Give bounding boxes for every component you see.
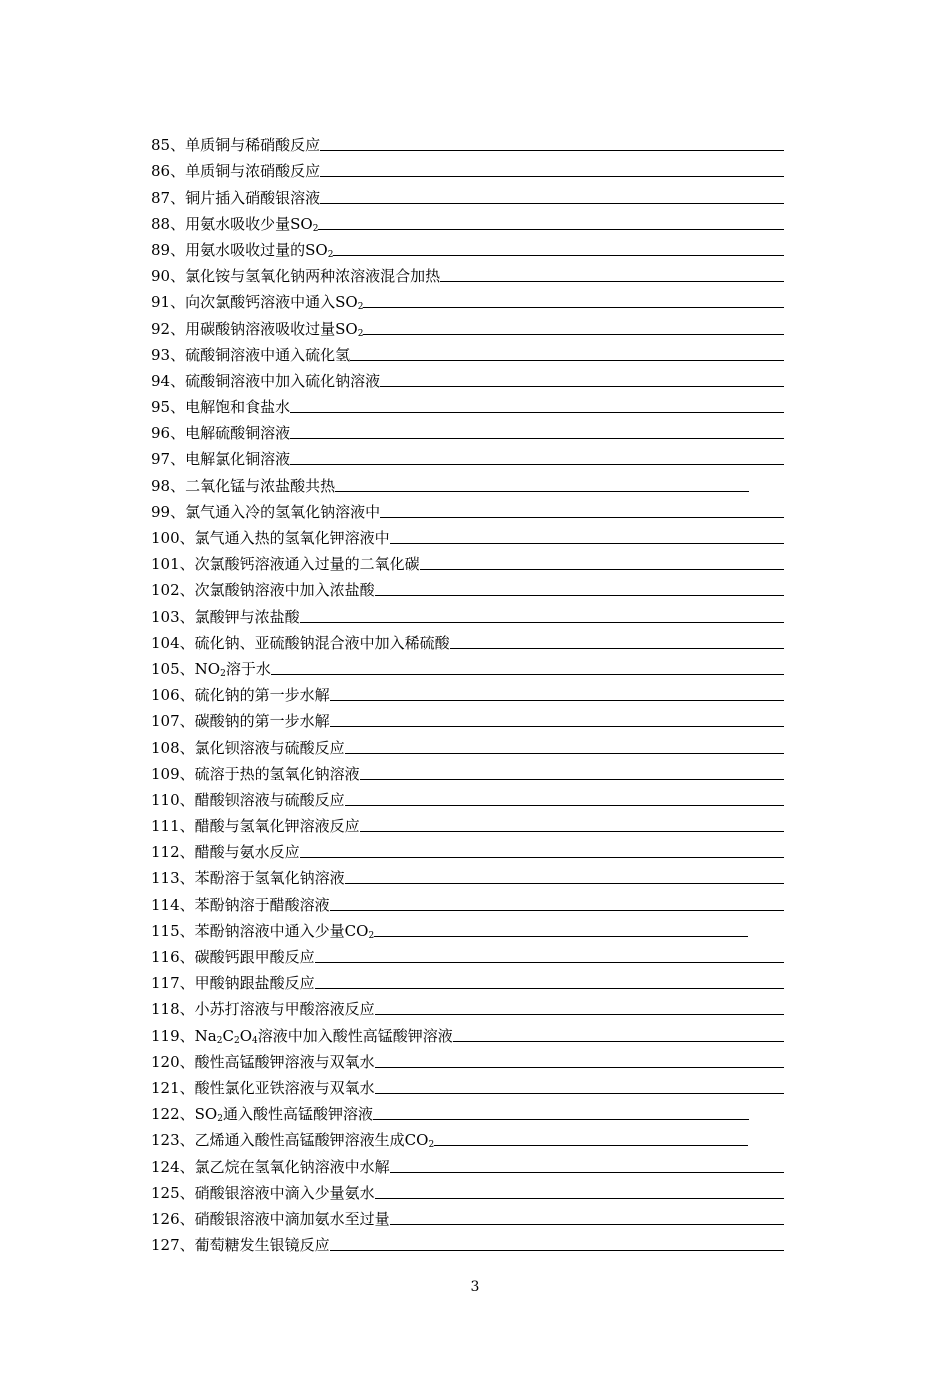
exercise-separator: 、 <box>179 555 195 574</box>
exercise-number: 117 <box>151 974 180 993</box>
exercise-prompt: 小苏打溶液与甲酸溶液反应 <box>194 1000 375 1019</box>
exercise-prompt: 乙烯通入酸性高锰酸钾溶液生成$CO_2$ <box>194 1131 435 1151</box>
exercise-item <box>151 285 791 311</box>
exercise-number: 97 <box>151 450 171 469</box>
answer-blank-line[interactable] <box>330 700 784 701</box>
exercise-item <box>151 704 791 730</box>
exercise-number: 85 <box>151 136 171 155</box>
exercise-prompt: 苯酚钠溶于醋酸溶液 <box>194 895 330 914</box>
exercise-item <box>151 1071 791 1097</box>
exercise-number: 116 <box>151 948 180 966</box>
exercise-separator: 、 <box>170 240 186 259</box>
exercise-item <box>151 1202 791 1228</box>
exercise-number: 99 <box>151 502 171 521</box>
exercise-separator: 、 <box>170 398 186 417</box>
exercise-separator: 、 <box>179 1052 195 1071</box>
exercise-number: 120 <box>151 1052 180 1071</box>
exercise-number: 127 <box>151 1236 180 1255</box>
exercise-separator: 、 <box>179 921 195 940</box>
exercise-number: 92 <box>151 319 171 338</box>
exercise-number: 125 <box>151 1183 180 1202</box>
exercise-prompt: 电解饱和食盐水 <box>185 398 291 417</box>
exercise-item <box>151 887 791 913</box>
answer-blank-line[interactable] <box>375 1093 784 1094</box>
exercise-item <box>151 442 791 468</box>
exercise-separator: 、 <box>179 1078 195 1097</box>
exercise-separator: 、 <box>179 764 195 783</box>
exercise-separator: 、 <box>170 476 186 495</box>
answer-blank-line[interactable] <box>440 281 784 282</box>
exercise-item <box>151 1149 791 1175</box>
exercise-item <box>151 809 791 835</box>
answer-blank-line[interactable] <box>345 805 784 806</box>
exercise-prompt: 醋酸与氢氧化钾溶液反应 <box>194 817 360 836</box>
answer-blank-line[interactable] <box>335 491 749 492</box>
exercise-item <box>151 1018 791 1044</box>
exercise-number: 105 <box>151 659 180 678</box>
exercise-prompt: 碳酸钠的第一步水解 <box>194 712 330 731</box>
exercise-separator: 、 <box>179 974 195 993</box>
exercise-item <box>151 154 791 180</box>
exercise-prompt: 苯酚溶于氢氧化钠溶液 <box>194 869 345 888</box>
exercise-separator: 、 <box>170 214 186 233</box>
exercise-separator: 、 <box>179 817 195 836</box>
exercise-prompt: 二氧化锰与浓盐酸共热 <box>185 476 336 495</box>
exercise-number: 126 <box>151 1209 180 1228</box>
exercise-number: 101 <box>151 555 180 574</box>
exercise-number: 121 <box>151 1078 180 1097</box>
exercise-separator: 、 <box>170 293 186 312</box>
exercise-separator: 、 <box>179 895 195 914</box>
exercise-separator: 、 <box>170 188 186 207</box>
exercise-prompt: 用碳酸钠溶液吸收过量$SO_2$ <box>185 319 364 339</box>
exercise-separator: 、 <box>170 319 186 338</box>
exercise-number: 96 <box>151 424 171 443</box>
answer-blank-line[interactable] <box>390 1172 784 1173</box>
exercise-separator: 、 <box>179 1105 195 1124</box>
exercise-item <box>151 940 791 966</box>
exercise-number: 100 <box>151 529 180 547</box>
answer-blank-line[interactable] <box>290 464 784 465</box>
exercise-prompt: 氯乙烷在氢氧化钠溶液中水解 <box>194 1157 390 1176</box>
exercise-item <box>151 652 791 678</box>
exercise-prompt: 醋酸与氨水反应 <box>194 843 300 862</box>
exercise-number: 102 <box>151 581 180 600</box>
exercise-item <box>151 1097 791 1123</box>
answer-blank-line[interactable] <box>330 726 784 727</box>
exercise-separator: 、 <box>170 450 186 469</box>
exercise-item <box>151 966 791 992</box>
exercise-item <box>151 1045 791 1071</box>
exercise-item <box>151 573 791 599</box>
exercise-prompt: 苯酚钠溶液中通入少量$CO_2$ <box>194 921 375 941</box>
exercise-item <box>151 1176 791 1202</box>
exercise-prompt: 铜片插入硝酸银溶液 <box>185 188 321 207</box>
answer-blank-line[interactable] <box>330 910 784 911</box>
exercise-number: 90 <box>151 267 171 286</box>
answer-blank-line[interactable] <box>345 883 784 884</box>
exercise-separator: 、 <box>179 1183 195 1202</box>
answer-blank-line[interactable] <box>453 1041 784 1042</box>
answer-blank-line[interactable] <box>375 595 784 596</box>
exercise-separator: 、 <box>179 1157 195 1176</box>
answer-blank-line[interactable] <box>315 962 784 963</box>
exercise-prompt: 用氨水吸收少量$SO_2$ <box>185 214 319 234</box>
exercise-number: 113 <box>151 869 180 888</box>
exercise-prompt: 醋酸钡溶液与硫酸反应 <box>194 790 345 809</box>
exercise-prompt: 单质铜与稀硝酸反应 <box>185 136 321 155</box>
answer-blank-line[interactable] <box>375 1067 784 1068</box>
exercise-item <box>151 468 791 494</box>
exercise-prompt: $Na_2C_2O_4$溶液中加入酸性高锰酸钾溶液 <box>194 1026 453 1046</box>
exercise-separator: 、 <box>179 1026 195 1045</box>
answer-blank-line[interactable] <box>375 1198 784 1199</box>
answer-blank-line[interactable] <box>390 543 784 544</box>
answer-blank-line[interactable] <box>320 176 784 177</box>
answer-blank-line[interactable] <box>434 1145 748 1146</box>
exercise-item <box>151 835 791 861</box>
exercise-number: 86 <box>151 162 171 181</box>
answer-blank-line[interactable] <box>360 831 784 832</box>
exercise-number: 112 <box>151 843 180 862</box>
exercise-separator: 、 <box>170 371 186 390</box>
exercise-prompt: 甲酸钠跟盐酸反应 <box>194 974 315 993</box>
exercise-item <box>151 338 791 364</box>
answer-blank-line[interactable] <box>363 334 784 335</box>
exercise-item <box>151 521 791 547</box>
exercise-separator: 、 <box>179 790 195 809</box>
exercise-item <box>151 861 791 887</box>
exercise-number: 104 <box>151 633 180 652</box>
exercise-separator: 、 <box>179 1000 195 1019</box>
exercise-item <box>151 914 791 940</box>
exercise-item <box>151 757 791 783</box>
exercise-list <box>151 128 791 1254</box>
exercise-separator: 、 <box>179 659 195 678</box>
exercise-number: 122 <box>151 1105 180 1124</box>
exercise-prompt: 硝酸银溶液中滴入少量氨水 <box>194 1183 375 1202</box>
answer-blank-line[interactable] <box>271 674 784 675</box>
exercise-number: 111 <box>151 817 180 836</box>
exercise-separator: 、 <box>179 712 195 731</box>
exercise-separator: 、 <box>170 162 186 181</box>
answer-blank-line[interactable] <box>373 1119 749 1120</box>
answer-blank-line[interactable] <box>420 569 784 570</box>
answer-blank-line[interactable] <box>290 438 784 439</box>
exercise-separator: 、 <box>179 1209 195 1228</box>
exercise-number: 119 <box>151 1026 180 1045</box>
exercise-separator: 、 <box>179 738 195 757</box>
exercise-number: 110 <box>151 790 180 809</box>
exercise-prompt: 硫溶于热的氢氧化钠溶液 <box>194 764 360 783</box>
exercise-prompt: 硫酸铜溶液中加入硫化钠溶液 <box>185 371 381 390</box>
exercise-number: 106 <box>151 686 180 705</box>
page-number: 3 <box>470 1279 480 1295</box>
exercise-prompt: $SO_2$通入酸性高锰酸钾溶液 <box>194 1105 373 1125</box>
exercise-prompt: 电解硫酸铜溶液 <box>185 424 291 443</box>
exercise-separator: 、 <box>170 502 186 521</box>
exercise-separator: 、 <box>179 581 195 600</box>
exercise-number: 94 <box>151 371 171 390</box>
answer-blank-line[interactable] <box>390 1224 784 1225</box>
exercise-prompt: 氯气通入冷的氢氧化钠溶液中 <box>185 502 381 521</box>
exercise-item <box>151 678 791 704</box>
answer-blank-line[interactable] <box>374 936 748 937</box>
exercise-separator: 、 <box>170 424 186 443</box>
exercise-number: 89 <box>151 240 171 259</box>
exercise-number: 103 <box>151 607 180 626</box>
exercise-prompt: 碳酸钙跟甲酸反应 <box>194 948 315 966</box>
exercise-number: 88 <box>151 214 171 233</box>
answer-blank-line[interactable] <box>345 753 784 754</box>
exercise-separator: 、 <box>179 1131 195 1150</box>
exercise-prompt: 硫化钠、亚硫酸钠混合液中加入稀硫酸 <box>194 633 450 652</box>
exercise-item <box>151 730 791 756</box>
exercise-separator: 、 <box>179 607 195 626</box>
answer-blank-line[interactable] <box>450 648 784 649</box>
exercise-separator: 、 <box>179 686 195 705</box>
exercise-item <box>151 783 791 809</box>
exercise-separator: 、 <box>179 948 195 966</box>
exercise-separator: 、 <box>179 1236 195 1255</box>
exercise-item <box>151 1123 791 1149</box>
answer-blank-line[interactable] <box>380 517 784 518</box>
answer-blank-line[interactable] <box>320 203 784 204</box>
exercise-item <box>151 626 791 652</box>
exercise-number: 109 <box>151 764 180 783</box>
exercise-item <box>151 180 791 206</box>
exercise-item <box>151 259 791 285</box>
exercise-separator: 、 <box>179 529 195 547</box>
exercise-item <box>151 599 791 625</box>
exercise-item <box>151 547 791 573</box>
answer-blank-line[interactable] <box>330 1250 784 1251</box>
exercise-item <box>151 207 791 233</box>
exercise-number: 93 <box>151 345 171 364</box>
exercise-number: 115 <box>151 921 180 940</box>
exercise-item <box>151 416 791 442</box>
exercise-prompt: 向次氯酸钙溶液中通入$SO_2$ <box>185 293 364 313</box>
exercise-prompt: 硫酸铜溶液中通入硫化氢 <box>185 345 351 364</box>
exercise-separator: 、 <box>170 267 186 286</box>
exercise-item <box>151 364 791 390</box>
exercise-separator: 、 <box>179 843 195 862</box>
exercise-item <box>151 495 791 521</box>
exercise-item <box>151 1228 791 1254</box>
answer-blank-line[interactable] <box>350 360 784 361</box>
exercise-item <box>151 233 791 259</box>
answer-blank-line[interactable] <box>300 857 784 858</box>
exercise-number: 107 <box>151 712 180 731</box>
exercise-prompt: 酸性氯化亚铁溶液与双氧水 <box>194 1078 375 1097</box>
exercise-item <box>151 128 791 154</box>
exercise-number: 95 <box>151 398 171 417</box>
exercise-prompt: 氯酸钾与浓盐酸 <box>194 607 300 626</box>
exercise-prompt: 葡萄糖发生银镜反应 <box>194 1236 330 1255</box>
exercise-number: 114 <box>151 895 180 914</box>
answer-blank-line[interactable] <box>300 622 784 623</box>
answer-blank-line[interactable] <box>363 307 784 308</box>
exercise-prompt: 电解氯化铜溶液 <box>185 450 291 469</box>
exercise-separator: 、 <box>170 136 186 155</box>
answer-blank-line[interactable] <box>318 229 784 230</box>
exercise-prompt: 单质铜与浓硝酸反应 <box>185 162 321 181</box>
exercise-number: 108 <box>151 738 180 757</box>
exercise-number: 87 <box>151 188 171 207</box>
exercise-number: 98 <box>151 476 171 495</box>
exercise-number: 124 <box>151 1157 180 1176</box>
exercise-prompt: 氯化铵与氢氧化钠两种浓溶液混合加热 <box>185 267 441 286</box>
exercise-prompt: 酸性高锰酸钾溶液与双氧水 <box>194 1052 375 1071</box>
answer-blank-line[interactable] <box>333 255 784 256</box>
exercise-prompt: 硫化钠的第一步水解 <box>194 686 330 705</box>
exercise-prompt: 次氯酸钙溶液通入过量的二氧化碳 <box>194 555 420 574</box>
exercise-prompt: 氯化钡溶液与硫酸反应 <box>194 738 345 757</box>
exercise-prompt: 硝酸银溶液中滴加氨水至过量 <box>194 1209 390 1228</box>
exercise-prompt: 次氯酸钠溶液中加入浓盐酸 <box>194 581 375 600</box>
answer-blank-line[interactable] <box>380 386 784 387</box>
exercise-item <box>151 390 791 416</box>
exercise-separator: 、 <box>170 345 186 364</box>
exercise-prompt: 用氨水吸收过量的$SO_2$ <box>185 240 334 260</box>
answer-blank-line[interactable] <box>375 1014 784 1015</box>
exercise-prompt: 氯气通入热的氢氧化钾溶液中 <box>194 529 390 547</box>
exercise-separator: 、 <box>179 633 195 652</box>
exercise-number: 91 <box>151 293 171 312</box>
exercise-item <box>151 992 791 1018</box>
exercise-item <box>151 311 791 337</box>
exercise-number: 123 <box>151 1131 180 1150</box>
answer-blank-line[interactable] <box>320 150 784 151</box>
answer-blank-line[interactable] <box>290 412 784 413</box>
exercise-prompt: $NO_2$溶于水 <box>194 659 271 679</box>
exercise-separator: 、 <box>179 869 195 888</box>
answer-blank-line[interactable] <box>360 779 784 780</box>
exercise-number: 118 <box>151 1000 180 1019</box>
answer-blank-line[interactable] <box>315 988 784 989</box>
